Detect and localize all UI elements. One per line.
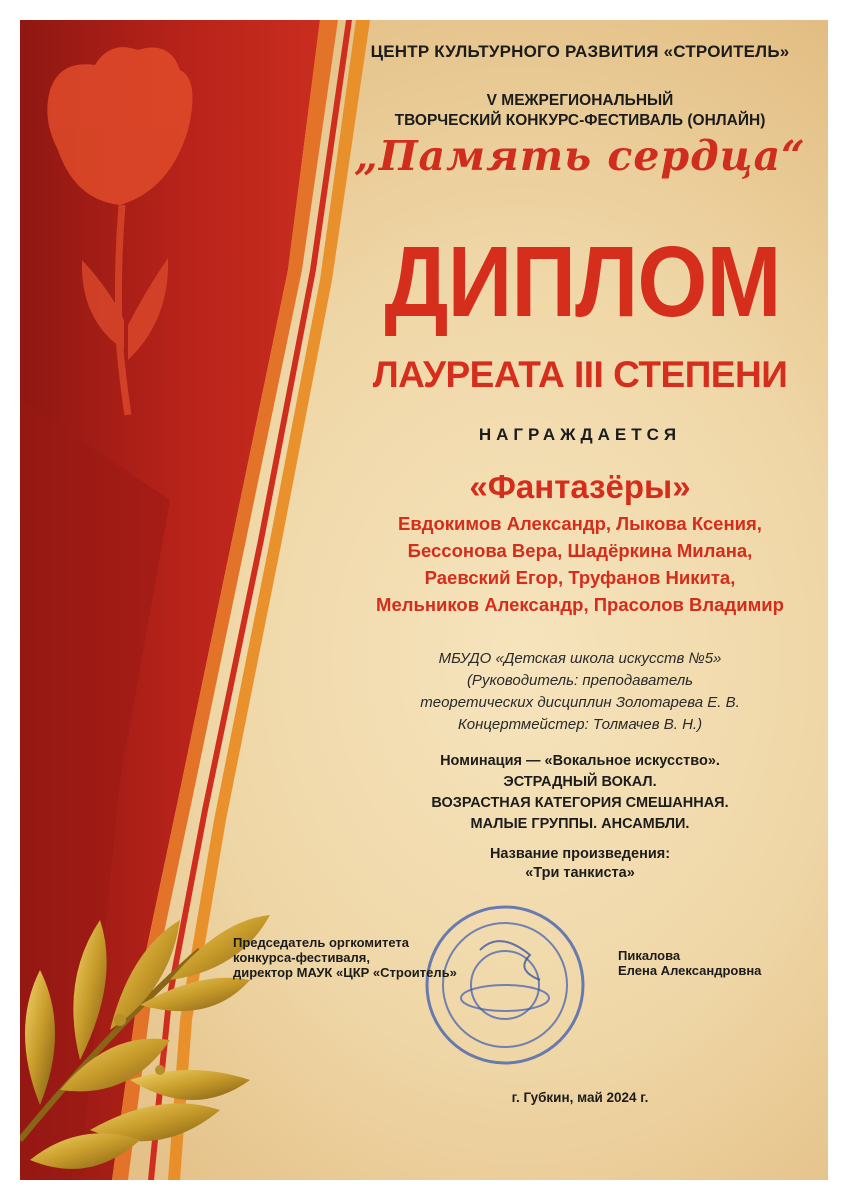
institution-line: теоретических дисциплин Золотарева Е. В. bbox=[420, 694, 740, 711]
diploma-degree: ЛАУРЕАТА III СТЕПЕНИ bbox=[372, 354, 788, 395]
nomination-line: МАЛЫЕ ГРУППЫ. АНСАМБЛИ. bbox=[470, 816, 690, 832]
work-title: «Три танкиста» bbox=[525, 865, 635, 881]
diploma-sheet bbox=[20, 20, 828, 1180]
awarded-label: НАГРАЖДАЕТСЯ bbox=[478, 425, 682, 444]
place-date: г. Губкин, май 2024 г. bbox=[511, 1090, 649, 1105]
nomination-line: ЭСТРАДНЫЙ ВОКАЛ. bbox=[503, 774, 657, 790]
chairman-title bbox=[233, 935, 513, 980]
institution-line: МБУДО «Детская школа искусств №5» bbox=[438, 650, 722, 667]
nomination-line: Номинация — «Вокальное искусство». bbox=[440, 753, 720, 769]
member-line: Раевский Егор, Труфанов Никита, bbox=[424, 567, 736, 588]
team-name: «Фантазёры» bbox=[469, 468, 691, 505]
work-label: Название произведения: bbox=[489, 846, 671, 862]
member-line: Евдокимов Александр, Лыкова Ксения, bbox=[398, 513, 762, 534]
festival-line-2: ТВОРЧЕСКИЙ КОНКУРС-ФЕСТИВАЛЬ (ОНЛАЙН) bbox=[394, 112, 766, 129]
festival-line-1: V МЕЖРЕГИОНАЛЬНЫЙ bbox=[486, 92, 674, 109]
chairman-title-line: директор МАУК «ЦКР «Строитель» bbox=[233, 965, 457, 980]
chairman-name-line: Елена Александровна bbox=[618, 963, 762, 978]
chairman-name-line: Пикалова bbox=[618, 948, 681, 963]
institution-line: Концертмейстер: Толмачев В. Н.) bbox=[457, 716, 703, 733]
chairman-title-line: конкурса-фестиваля, bbox=[233, 950, 370, 965]
stamp-seal bbox=[420, 900, 590, 1070]
diploma-title: ДИПЛОМ bbox=[384, 226, 781, 338]
festival-name: „Память сердца“ bbox=[354, 132, 806, 180]
chairman-title-line: Председатель оргкомитета bbox=[233, 935, 410, 950]
member-line: Мельников Александр, Прасолов Владимир bbox=[376, 594, 784, 615]
chairman-name bbox=[618, 948, 828, 978]
institution-line: (Руководитель: преподаватель bbox=[466, 672, 694, 689]
nomination-line: ВОЗРАСТНАЯ КАТЕГОРИЯ СМЕШАННАЯ. bbox=[431, 795, 729, 811]
organization-name: ЦЕНТР КУЛЬТУРНОГО РАЗВИТИЯ «СТРОИТЕЛЬ» bbox=[370, 42, 790, 61]
member-line: Бессонова Вера, Шадёркина Милана, bbox=[407, 540, 753, 561]
